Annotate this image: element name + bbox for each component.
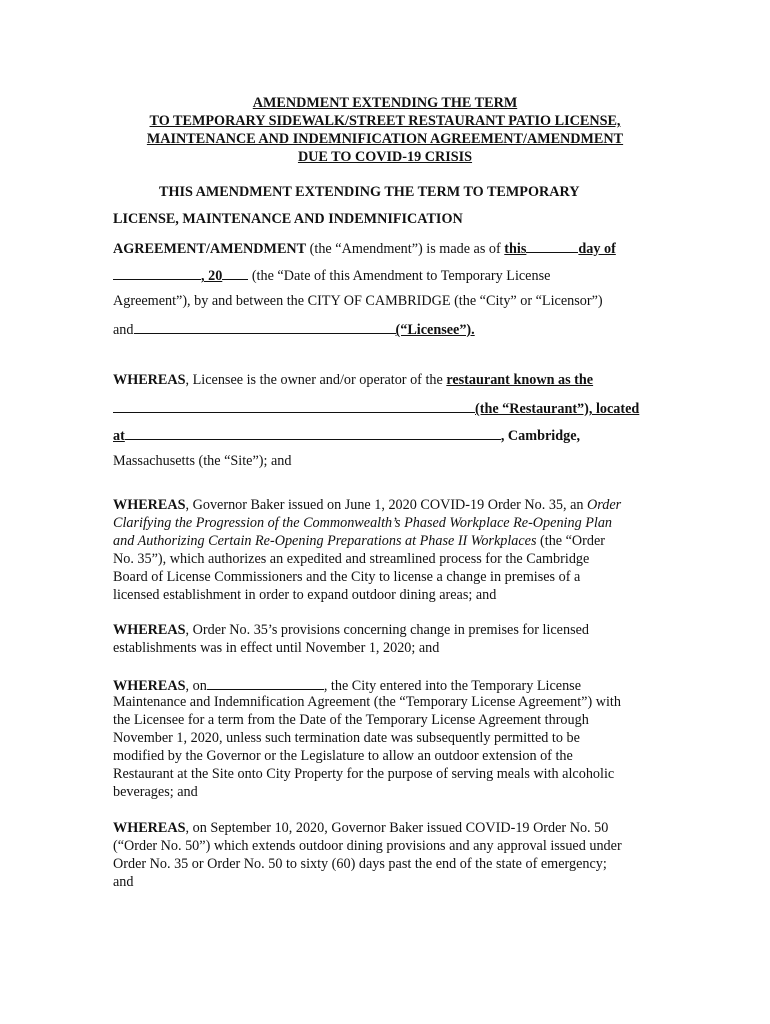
whereas-5-line-3: Order No. 35 or Order No. 50 to sixty (60) days past the end of the state of emergency; [113, 856, 607, 872]
whereas-4-line-7: beverages; and [113, 784, 198, 800]
whereas-1-line-1 [113, 371, 593, 389]
intro-this-word: this [504, 241, 527, 257]
whereas-2-label: WHEREAS [113, 497, 186, 513]
intro-line-3-text: (the “Amendment”) is made as of [306, 241, 505, 257]
year-blank[interactable] [222, 265, 248, 280]
day-blank[interactable] [526, 238, 578, 253]
intro-agreement-label: AGREEMENT/AMENDMENT [113, 241, 307, 257]
whereas-2-italic-3: and Authorizing Certain Re-Opening Preparations at Phase II Workplaces [113, 533, 537, 549]
whereas-4-line-1 [113, 675, 581, 695]
whereas-4-text: , the City entered into the Temporary License [323, 678, 582, 694]
whereas-2-line-3-text: (the “Order [536, 533, 606, 549]
intro-line-4 [113, 265, 550, 285]
whereas-2-line-1 [113, 496, 621, 514]
whereas-1-at: at [113, 428, 125, 444]
whereas-1-label: WHEREAS [113, 372, 186, 388]
whereas-5-text: , on September 10, 2020, Governor Baker issued COVID-19 Order No. 50 [185, 820, 609, 836]
whereas-2-line-3 [113, 532, 605, 550]
intro-licensee-label: (“Licensee”). [395, 322, 475, 338]
intro-line-6 [113, 319, 475, 339]
title-line-3: MAINTENANCE AND INDEMNIFICATION AGREEMENT/AMENDMENT [146, 131, 624, 147]
whereas-5-label: WHEREAS [113, 820, 186, 836]
whereas-3-line-1 [113, 621, 589, 639]
intro-line-4-text: (the “Date of this Amendment to Temporary License [251, 268, 551, 284]
whereas-4-on: , on [185, 678, 207, 694]
whereas-5-line-4: and [113, 874, 134, 890]
whereas-1-restaurant: restaurant known as the [446, 372, 594, 388]
intro-day-of: day of [578, 241, 616, 257]
whereas-4-line-5: modified by the Governor or the Legislature to allow an outdoor extension of the [113, 748, 573, 764]
whereas-2-text: , Governor Baker issued on June 1, 2020 COVID-19 Order No. 35, an [185, 497, 588, 513]
whereas-1-line-2 [113, 398, 639, 418]
intro-and: and [113, 322, 134, 338]
whereas-4-line-6: Restaurant at the Site onto City Property for the purpose of serving meals with alcoholic [113, 766, 615, 782]
intro-line-5: Agreement”), by and between the CITY OF CAMBRIDGE (the “City” or “Licensor”) [113, 293, 603, 309]
intro-heading-line-2: LICENSE, MAINTENANCE AND INDEMNIFICATION [113, 211, 463, 227]
whereas-3-label: WHEREAS [113, 622, 186, 638]
whereas-5-line-1 [113, 819, 608, 837]
whereas-3-line-2: establishments was in effect until November 1, 2020; and [113, 640, 440, 656]
whereas-5-line-2: (“Order No. 50”) which extends outdoor dining provisions and any approval issued under [113, 838, 622, 854]
restaurant-name-blank[interactable] [113, 398, 475, 413]
whereas-3-text: , Order No. 35’s provisions concerning change in premises for licensed [185, 622, 589, 638]
title-line-1: AMENDMENT EXTENDING THE TERM [252, 95, 518, 111]
intro-heading-line-1: THIS AMENDMENT EXTENDING THE TERM TO TEMPORARY [159, 184, 580, 200]
whereas-4-line-3: the Licensee for a term from the Date of the Temporary License Agreement through [113, 712, 589, 728]
whereas-2-line-2: Clarifying the Progression of the Commonwealth’s Phased Workplace Re-Opening Plan [113, 515, 613, 531]
whereas-2-line-4: No. 35”), which authorizes an expedited and streamlined process for the Cambridge [113, 551, 590, 567]
whereas-1-cambridge: , Cambridge, [500, 428, 581, 444]
document-title [100, 94, 670, 166]
whereas-1-line-4: Massachusetts (the “Site”); and [113, 453, 292, 469]
whereas-4-label: WHEREAS [113, 678, 186, 694]
whereas-1-restaurant-label: (the “Restaurant”), located [475, 401, 640, 417]
month-blank[interactable] [113, 265, 201, 280]
intro-line-3 [113, 238, 616, 258]
whereas-2-italic-1: Order [587, 497, 622, 513]
whereas-2-line-6: licensed establishment in order to expand outdoor dining areas; and [113, 587, 497, 603]
whereas-4-line-4: November 1, 2020, unless such termination date was subsequently permitted to be [113, 730, 580, 746]
restaurant-address-blank[interactable] [125, 425, 501, 440]
licensee-name-blank[interactable] [134, 319, 396, 334]
whereas-4-line-2: Maintenance and Indemnification Agreement (the “Temporary License Agreement”) with [113, 694, 621, 710]
whereas-1-text: , Licensee is the owner and/or operator of the [185, 372, 447, 388]
title-line-2: TO TEMPORARY SIDEWALK/STREET RESTAURANT PATIO LICENSE, [149, 113, 621, 129]
intro-comma-20: , 20 [201, 268, 223, 284]
agreement-date-blank[interactable] [207, 675, 324, 690]
whereas-2-line-5: Board of License Commissioners and the City to license a change in premises of a [113, 569, 581, 585]
title-line-4: DUE TO COVID-19 CRISIS [297, 149, 473, 165]
whereas-1-line-3 [113, 425, 580, 445]
